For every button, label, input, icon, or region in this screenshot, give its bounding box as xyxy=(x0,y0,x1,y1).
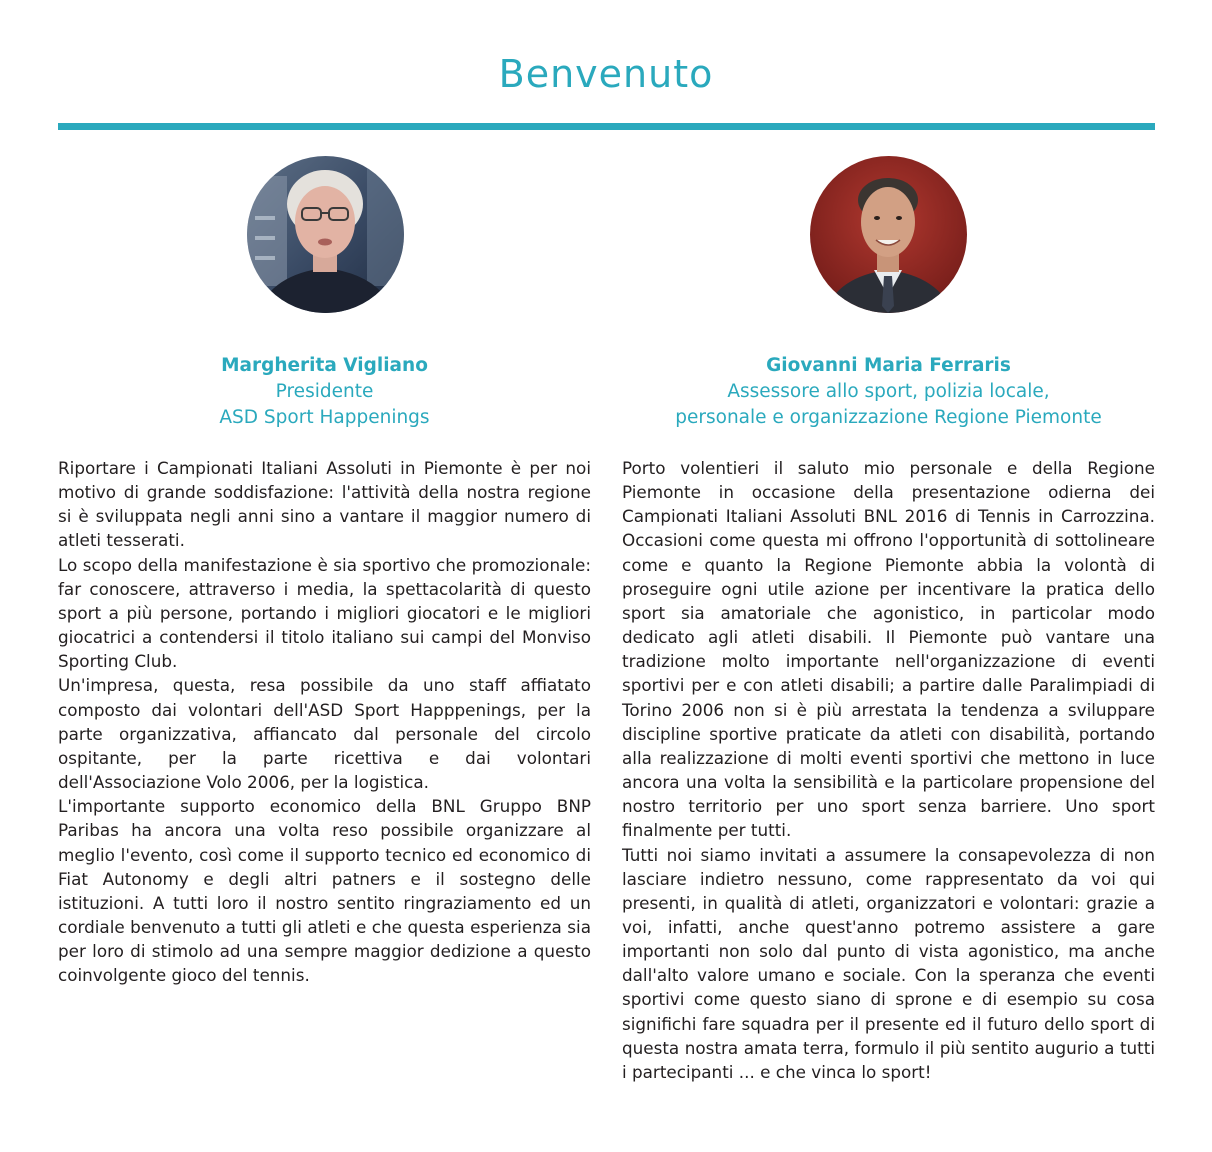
paragraph: Riportare i Campionati Italiani Assoluti in Piemonte è per noi motivo di grande soddisfazione: l'attività della nostra regione si è sviluppata negli anni sino a vantare il maggior numero di atleti tesserati. xyxy=(58,458,591,551)
paragraph: Tutti noi siamo invitati a assumere la consapevolezza di non lasciare indietro nessuno, come rappresentato da voi qui presenti, in qualità di atleti, organizzatori e volontari: grazie a voi, infatti, anche quest'anno potremo assistere a gare importanti non solo dal punto di vista agonistico, ma anche dall'alto valore umano e sociale. Con la speranza che eventi sportivi come questo siano di sprone e di esempio su cosa significhi fare squadra per il presente ed il futuro dello sport di questa nostra amata terra, formulo il più sentito augurio a tutti i partecipanti ... e che vinca lo sport! xyxy=(622,844,1155,1082)
author-role: Presidente xyxy=(275,381,374,402)
portrait-photo-right xyxy=(810,156,967,313)
author-block-left xyxy=(58,353,591,431)
message-column-right xyxy=(622,456,1155,1084)
paragraph: Porto volentieri il saluto mio personale e della Regione Piemonte in occasione della presentazione odierna dei Campionati Italiani Assoluti BNL 2016 di Tennis in Carrozzina. Occasioni come questa mi offrono l'opportunità di sottolineare come e quanto la Regione Piemonte abbia la volontà di proseguire ogni utile azione per incentivare la pratica dello sport sia amatoriale che agonistico, in particolar modo dedicato agli atleti disabili. Il Piemonte può vantare una tradizione molto importante nell'organizzazione di eventi sportivi per e con atleti disabili; a partire dalle Paralimpiadi di Torino 2006 non si è più arrestata la tendenza a sviluppare discipline sportive praticate da atleti con disabilità, portando alla realizzazione di molti eventi sportivi che mettono in luce ancora una volta la sensibilità e la particolare propensione del nostro territorio per uno sport senza barriere. Uno sport finalmente per tutti. xyxy=(622,458,1155,841)
author-organization: ASD Sport Happenings xyxy=(219,407,430,428)
author-name: Margherita Vigliano xyxy=(221,355,428,376)
author-block-right xyxy=(622,353,1155,431)
author-role: Assessore allo sport, polizia locale, xyxy=(727,381,1050,402)
author-organization: personale e organizzazione Regione Piemonte xyxy=(675,407,1102,428)
portrait-photo-left xyxy=(247,156,404,313)
message-column-left xyxy=(58,456,591,987)
title-divider xyxy=(58,123,1155,130)
paragraph: Lo scopo della manifestazione è sia sportivo che promozionale: far conoscere, attraverso i media, la spettacolarità di questo sport a più persone, portando i migliori giocatori e le migliori giocatrici a contendersi il titolo italiano sui campi del Monviso Sporting Club. xyxy=(58,554,591,672)
page-title: Benvenuto xyxy=(498,52,714,96)
paragraph: L'importante supporto economico della BNL Gruppo BNP Paribas ha ancora una volta reso possibile organizzare al meglio l'evento, così come il supporto tecnico ed economico di Fiat Autonomy e degli altri patners e il sostegno delle istituzioni. A tutti loro il nostro sentito ringraziamento ed un cordiale benvenuto a tutti gli atleti e che questa esperienza sia per loro di stimolo ad una sempre maggior dedizione a questo coinvolgente gioco del tennis. xyxy=(58,796,591,986)
author-name: Giovanni Maria Ferraris xyxy=(766,355,1011,376)
paragraph: Un'impresa, questa, resa possibile da uno staff affiatato composto dai volontari dell'ASD Sport Happpenings, per la parte organizzativa, affiancato dal personale del circolo ospitante, per la parte ricettiva e dai volontari dell'Associazione Volo 2006, per la logistica. xyxy=(58,675,591,793)
